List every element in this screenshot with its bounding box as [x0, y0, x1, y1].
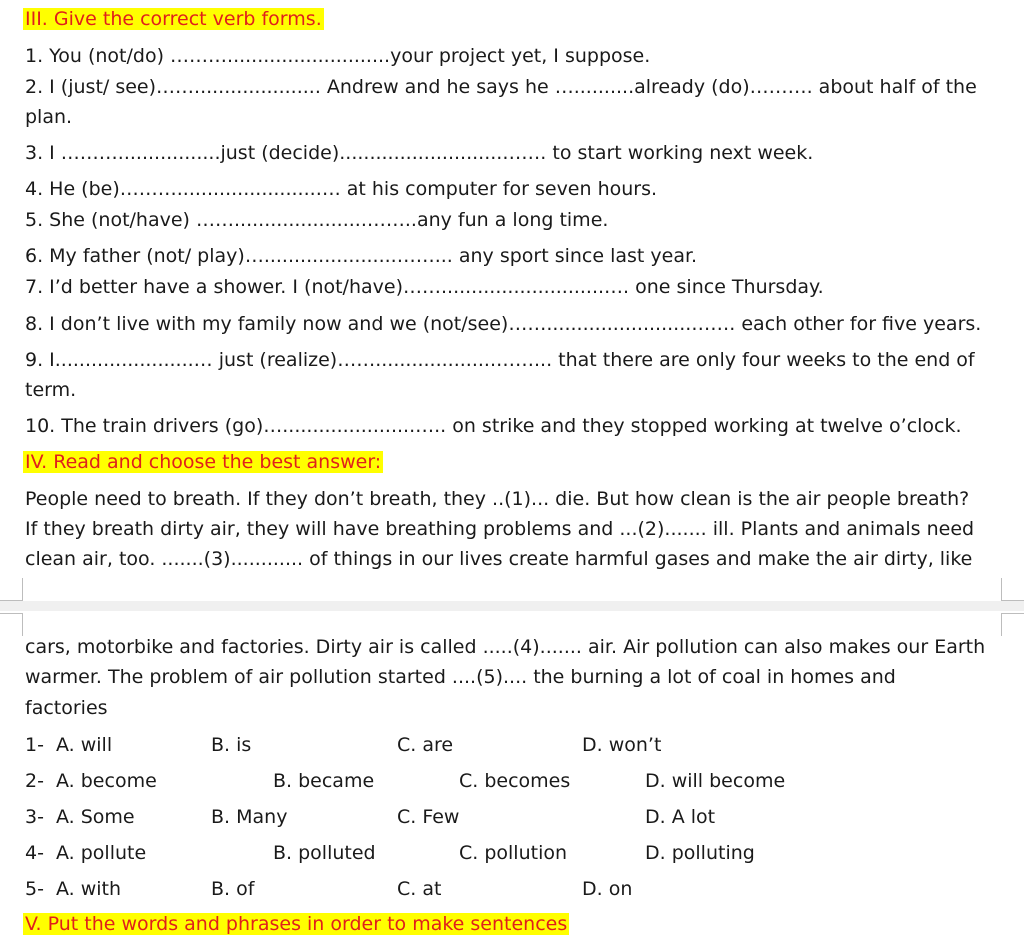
option-2d: D. will become [645, 770, 786, 792]
option-1a: A. will [56, 734, 113, 756]
option-4b: B. polluted [273, 842, 376, 864]
option-4a: A. pollute [56, 842, 147, 864]
exercise-item-1: 1. You (not/do) ………...........................your project yet, I suppose. [25, 45, 651, 67]
page-corner-mark [1001, 578, 1024, 601]
question-5-number: 5- [25, 878, 44, 900]
section-4-heading: IV. Read and choose the best answer: [25, 451, 382, 473]
question-4-number: 4- [25, 842, 44, 864]
option-5b: B. of [211, 878, 255, 900]
option-1d: D. won’t [582, 734, 662, 756]
passage-line-2: If they breath dirty air, they will have breathing problems and ...(2)....... ill. Plants and animals need [25, 518, 975, 540]
exercise-item-6: 6. My father (not/ play)…......................……... any sport since last year. [25, 245, 698, 267]
exercise-item-4: 4. He (be)……….......................…. at his computer for seven hours. [25, 178, 658, 200]
option-5a: A. with [56, 878, 122, 900]
exercise-item-10: 10. The train drivers (go)…......................….. on strike and they stopped working at twelve o’clock. [25, 415, 962, 437]
exercise-item-2: 2. I (just/ see)……..................... Andrew and he says he …..........already (do)………. about half of the [25, 76, 977, 98]
question-2-number: 2- [25, 770, 44, 792]
page-break [0, 601, 1024, 611]
question-3-number: 3- [25, 806, 44, 828]
option-4c: C. pollution [459, 842, 568, 864]
exercise-item-8: 8. I don’t live with my family now and we (not/see)……........................……. each other for five years. [25, 313, 982, 335]
passage-line-4: cars, motorbike and factories. Dirty air is called .....(4)....... air. Air pollution can also makes our Earth [25, 636, 986, 658]
exercise-item-2-continued: plan. [25, 106, 73, 128]
exercise-item-9-continued: term. [25, 379, 77, 401]
option-4d: D. polluting [645, 842, 755, 864]
option-5d: D. on [582, 878, 633, 900]
option-3d: D. A lot [645, 806, 716, 828]
page-corner-mark [1001, 613, 1024, 636]
question-1-number: 1- [25, 734, 44, 756]
option-3a: A. Some [56, 806, 135, 828]
passage-line-3: clean air, too. .......(3)............ of things in our lives create harmful gases and make the air dirty, like [25, 548, 973, 570]
option-2c: C. becomes [459, 770, 571, 792]
passage-line-5: warmer. The problem of air pollution started ....(5).... the burning a lot of coal in homes and [25, 666, 896, 688]
option-1c: C. are [397, 734, 454, 756]
option-5c: C. at [397, 878, 442, 900]
option-3b: B. Many [211, 806, 288, 828]
section-5-heading: V. Put the words and phrases in order to make sentences [25, 913, 568, 935]
page-corner-mark [0, 613, 23, 636]
passage-line-1: People need to breath. If they don’t breath, they ..(1)... die. But how clean is the air people breath? [25, 488, 970, 510]
page-corner-mark [0, 578, 23, 601]
exercise-item-3: 3. I ……….................just (decide)...........................……. to start working next week. [25, 142, 814, 164]
exercise-item-7: 7. I’d better have a shower. I (not/have)……...........................…. one since Thursday. [25, 276, 824, 298]
section-3-heading: III. Give the correct verb forms. [25, 8, 322, 30]
exercise-item-9: 9. I.......................… just (realize)……....................……... that there are only four weeks to the end of [25, 349, 975, 371]
option-1b: B. is [211, 734, 252, 756]
exercise-item-5: 5. She (not/have) ……......................……..any fun a long time. [25, 209, 609, 231]
option-3c: C. Few [397, 806, 460, 828]
option-2a: A. become [56, 770, 157, 792]
passage-line-6: factories [25, 697, 108, 719]
option-2b: B. became [273, 770, 375, 792]
